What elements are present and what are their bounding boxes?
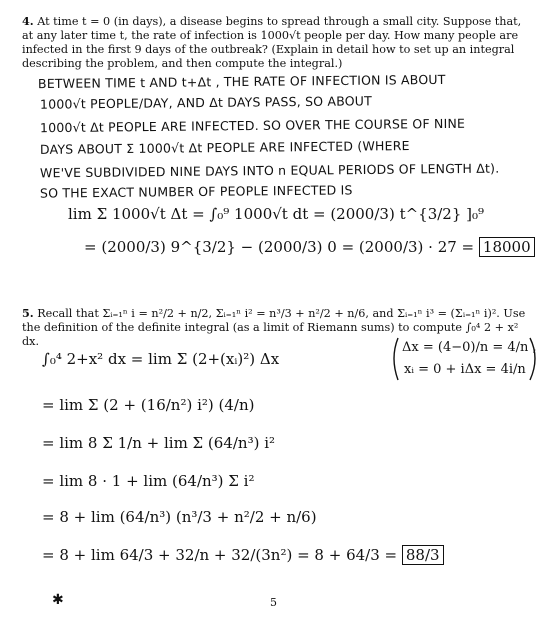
problem-5-number: 5.	[22, 306, 34, 320]
solution-4-line-3: 1000√t Δt PEOPLE ARE INFECTED. SO OVER THE COURSE OF NINE	[39, 115, 466, 136]
solution-5-side-note-dx: Δx = (4−0)/n = 4/n ,	[402, 340, 537, 355]
solution-5-equation-2: = lim Σ (2 + (16/n²) i²) (4/n)	[42, 396, 255, 414]
solution-5-equation-3: = lim 8 Σ 1/n + lim Σ (64/n³) i²	[42, 434, 276, 452]
solution-4-equation-2	[84, 238, 535, 256]
solution-5-equation-6	[42, 546, 444, 564]
asterisk-mark-icon: ✱	[52, 592, 64, 608]
solution-5-equation-5: = 8 + lim (64/n³) (n³/3 + n²/2 + n/6)	[42, 508, 317, 526]
solution-4-line-4: DAYS ABOUT Σ 1000√t Δt PEOPLE ARE INFECTED (WHERE	[39, 138, 410, 157]
solution-4-line-5: WE'VE SUBDIVIDED NINE DAYS INTO n EQUAL PERIODS OF LENGTH Δt).	[39, 160, 500, 181]
solution-4-line-6: SO THE EXACT NUMBER OF PEOPLE INFECTED IS	[39, 182, 353, 201]
problem-5-text: Recall that Σᵢ₌₁ⁿ i = n²/2 + n/2, Σᵢ₌₁ⁿ i² = n³/3 + n²/2 + n/6, and Σᵢ₌₁ⁿ i³ = (Σᵢ₌₁ⁿ i)². Use the definition of the definite integral (as a limit of Riemann sums) to compute ∫₀⁴ 2 + x² dx.	[22, 307, 526, 348]
solution-4-answer-box: 18000	[479, 237, 535, 257]
solution-4-line-1: BETWEEN TIME t AND t+Δt , THE RATE OF INFECTION IS ABOUT	[37, 71, 446, 92]
solution-5-side-note-xi: xᵢ = 0 + iΔx = 4i/n	[404, 362, 526, 377]
solution-4-equation-1: lim Σ 1000√t Δt = ∫₀⁹ 1000√t dt = (2000/3) t^{3/2} ]₀⁹	[68, 205, 485, 223]
solution-5-equation-1: ∫₀⁴ 2+x² dx = lim Σ (2+(xᵢ)²) Δx	[42, 350, 280, 368]
solution-4-equation-2-body: = (2000/3) 9^{3/2} − (2000/3) 0 = (2000/3) · 27 =	[84, 238, 475, 256]
page-number: 5	[270, 596, 277, 609]
solution-4-line-2: 1000√t PEOPLE/DAY, AND Δt DAYS PASS, SO ABOUT	[39, 93, 373, 112]
problem-4-statement	[22, 14, 534, 71]
solution-5-equation-4: = lim 8 · 1 + lim (64/n³) Σ i²	[42, 472, 255, 490]
problem-4-number: 4.	[22, 14, 34, 28]
solution-5-answer-box: 88/3	[402, 545, 444, 565]
solution-5-equation-6-body: = 8 + lim 64/3 + 32/n + 32/(3n²) = 8 + 64/3 =	[42, 546, 398, 564]
problem-4-text: At time t = 0 (in days), a disease begins to spread through a small city. Suppose that, at any later time t, the rate of infection is 1000√t people per day. How many people are infected in the first 9 days of the outbreak? (Explain in detail how to set up an integral describing the problem, and then compute the integral.)	[22, 15, 522, 70]
